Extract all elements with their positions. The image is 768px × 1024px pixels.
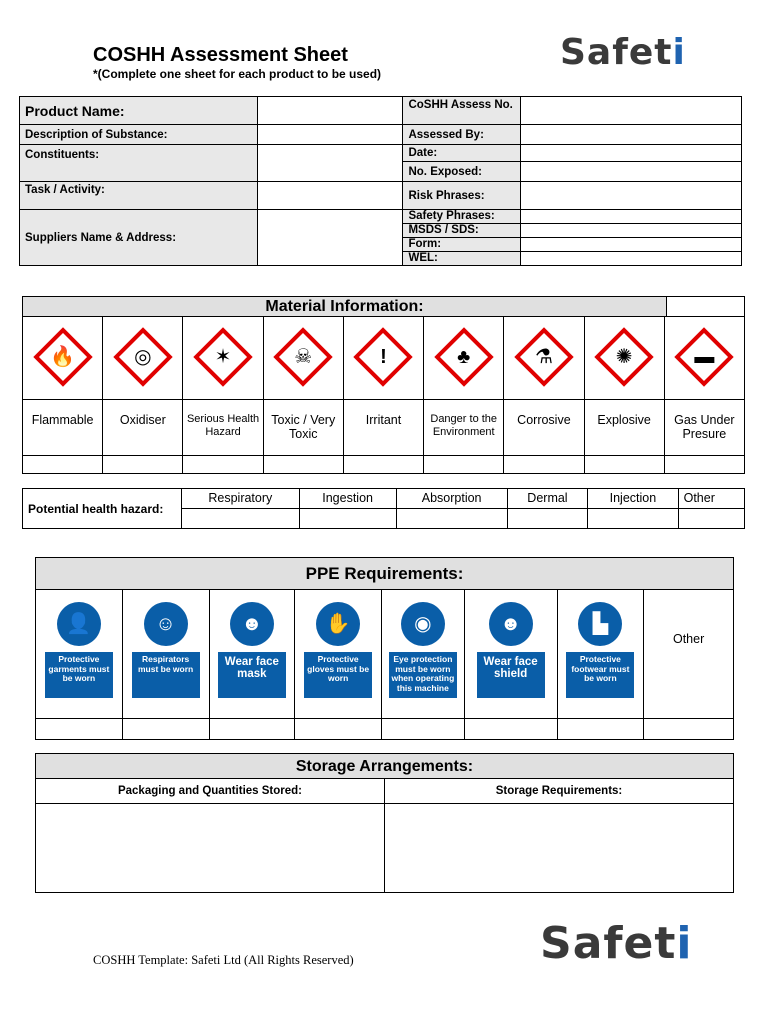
ppe-sign-text: Protective footwear must be worn (566, 652, 634, 698)
assess-no-label: CoSHH Assess No. (403, 97, 521, 125)
ingestion-checkbox[interactable] (299, 509, 396, 529)
product-name-field[interactable] (257, 97, 403, 125)
ppe-column (382, 590, 465, 739)
description-field[interactable] (257, 125, 403, 145)
boot-icon: ▙ (578, 602, 622, 646)
face-mask-icon: ☻ (230, 602, 274, 646)
health-hazard-icon: ✶ (193, 327, 253, 387)
risk-phrases-field[interactable] (521, 182, 742, 210)
hazard-label: Flammable (31, 413, 94, 427)
injection-checkbox[interactable] (588, 509, 678, 529)
ppe-sign-text: Wear face shield (477, 652, 545, 698)
ppe-column (465, 590, 558, 739)
ppe-column (295, 590, 382, 739)
health-hazard-table (22, 488, 745, 529)
face-shield-icon: ☻ (489, 602, 533, 646)
hazard-label: Gas Under Presure (674, 413, 735, 441)
flame-over-circle-icon: ◎ (113, 327, 173, 387)
hazard-label: Oxidiser (119, 413, 166, 427)
respirator-icon: ☺ (144, 602, 188, 646)
environment-icon: ♣ (434, 327, 494, 387)
dermal-checkbox[interactable] (507, 509, 588, 529)
msds-field[interactable] (521, 224, 742, 238)
material-information (22, 296, 745, 474)
packaging-field[interactable] (36, 804, 384, 892)
hazard-column (344, 317, 424, 473)
hazard-label: Explosive (597, 413, 651, 427)
skull-crossbones-icon: ☠ (273, 327, 333, 387)
hazard-column (585, 317, 665, 473)
ppe-sign-text: Protective garments must be worn (45, 652, 113, 698)
form-label: Form: (403, 238, 521, 252)
ppe-sign (304, 602, 372, 698)
hazard-label: Danger to the Environment (430, 413, 498, 438)
description-label: Description of Substance: (20, 125, 258, 145)
material-title: Material Information: (22, 296, 667, 317)
date-field[interactable] (521, 145, 742, 162)
ppe-sign-text: Wear face mask (218, 652, 286, 698)
product-name-label: Product Name: (20, 97, 258, 125)
hazard-column (504, 317, 584, 473)
storage-arrangements (35, 753, 734, 893)
hazard-column (264, 317, 344, 473)
date-label: Date: (403, 145, 521, 162)
assess-no-field[interactable] (521, 97, 742, 125)
storage-req-header: Storage Requirements: (385, 779, 733, 804)
form-field[interactable] (521, 238, 742, 252)
task-label: Task / Activity: (20, 182, 258, 210)
wel-label: WEL: (403, 252, 521, 266)
constituents-field[interactable] (257, 145, 403, 182)
task-field[interactable] (257, 182, 403, 210)
footer-copyright: COSHH Template: Safeti Ltd (All Rights Reserved) (93, 953, 354, 967)
ppe-sign (389, 602, 457, 698)
ppe-other-column (644, 590, 733, 739)
gloves-icon: ✋ (316, 602, 360, 646)
constituents-label: Constituents: (20, 145, 258, 182)
hazard-label: Serious Health Hazard (186, 413, 260, 438)
ppe-sign (132, 602, 200, 698)
hazard-column (424, 317, 504, 473)
no-exposed-label: No. Exposed: (403, 162, 521, 182)
hazard-column (23, 317, 103, 473)
ppe-column (123, 590, 210, 739)
safety-phrases-field[interactable] (521, 210, 742, 224)
hazard-label: Toxic / Very Toxic (271, 413, 336, 441)
wel-field[interactable] (521, 252, 742, 266)
respiratory-checkbox[interactable] (182, 509, 300, 529)
ppe-sign (45, 602, 113, 698)
hazard-label: Irritant (365, 413, 402, 427)
ppe-sign-text: Respirators must be worn (132, 652, 200, 698)
health-hazard-label: Potential health hazard: (23, 489, 182, 529)
storage-req-field[interactable] (385, 804, 733, 892)
risk-phrases-label: Risk Phrases: (403, 182, 521, 210)
product-table (19, 96, 742, 266)
storage-req-column (385, 779, 733, 892)
safeti-logo: Safeti (560, 32, 686, 73)
page-subtitle: *(Complete one sheet for each product to be used) (93, 67, 382, 81)
gas-cylinder-icon: ▬ (674, 327, 734, 387)
hazard-column (665, 317, 744, 473)
goggles-icon: ◉ (401, 602, 445, 646)
msds-label: MSDS / SDS: (403, 224, 521, 238)
ppe-sign-text: Eye protection must be worn when operating this machine (389, 652, 457, 698)
hazard-grid (22, 317, 745, 474)
safeti-logo-footer: Safeti (540, 918, 693, 969)
hazard-column (183, 317, 263, 473)
assessed-by-field[interactable] (521, 125, 742, 145)
ppe-column (36, 590, 123, 739)
exclamation-icon: ! (353, 327, 413, 387)
ppe-sign (566, 602, 634, 698)
storage-title: Storage Arrangements: (35, 753, 734, 779)
route-other: Other (678, 489, 744, 509)
ppe-requirements (35, 557, 734, 740)
route-ingestion: Ingestion (299, 489, 396, 509)
route-absorption: Absorption (396, 489, 507, 509)
ppe-sign-text: Protective gloves must be worn (304, 652, 372, 698)
suppliers-label: Suppliers Name & Address: (20, 210, 258, 266)
suppliers-field[interactable] (257, 210, 403, 266)
packaging-column (36, 779, 385, 892)
assessed-by-label: Assessed By: (403, 125, 521, 145)
ppe-sign (218, 602, 286, 698)
ppe-grid (35, 590, 734, 740)
ppe-sign (477, 602, 545, 698)
ppe-other-label: Other (672, 632, 705, 646)
corrosion-icon: ⚗ (514, 327, 574, 387)
page-title: COSHH Assessment Sheet (93, 44, 348, 66)
route-respiratory: Respiratory (182, 489, 300, 509)
exploding-bomb-icon: ✺ (594, 327, 654, 387)
hazard-label: Corrosive (517, 413, 571, 427)
ppe-title: PPE Requirements: (35, 557, 734, 590)
no-exposed-field[interactable] (521, 162, 742, 182)
other-checkbox[interactable] (678, 509, 744, 529)
packaging-header: Packaging and Quantities Stored: (36, 779, 384, 804)
hazard-column (103, 317, 183, 473)
safety-phrases-label: Safety Phrases: (403, 210, 521, 224)
protective-clothing-icon: 👤 (57, 602, 101, 646)
route-dermal: Dermal (507, 489, 588, 509)
flame-icon: 🔥 (33, 327, 93, 387)
ppe-column (210, 590, 296, 739)
route-injection: Injection (588, 489, 678, 509)
ppe-column (558, 590, 645, 739)
absorption-checkbox[interactable] (396, 509, 507, 529)
